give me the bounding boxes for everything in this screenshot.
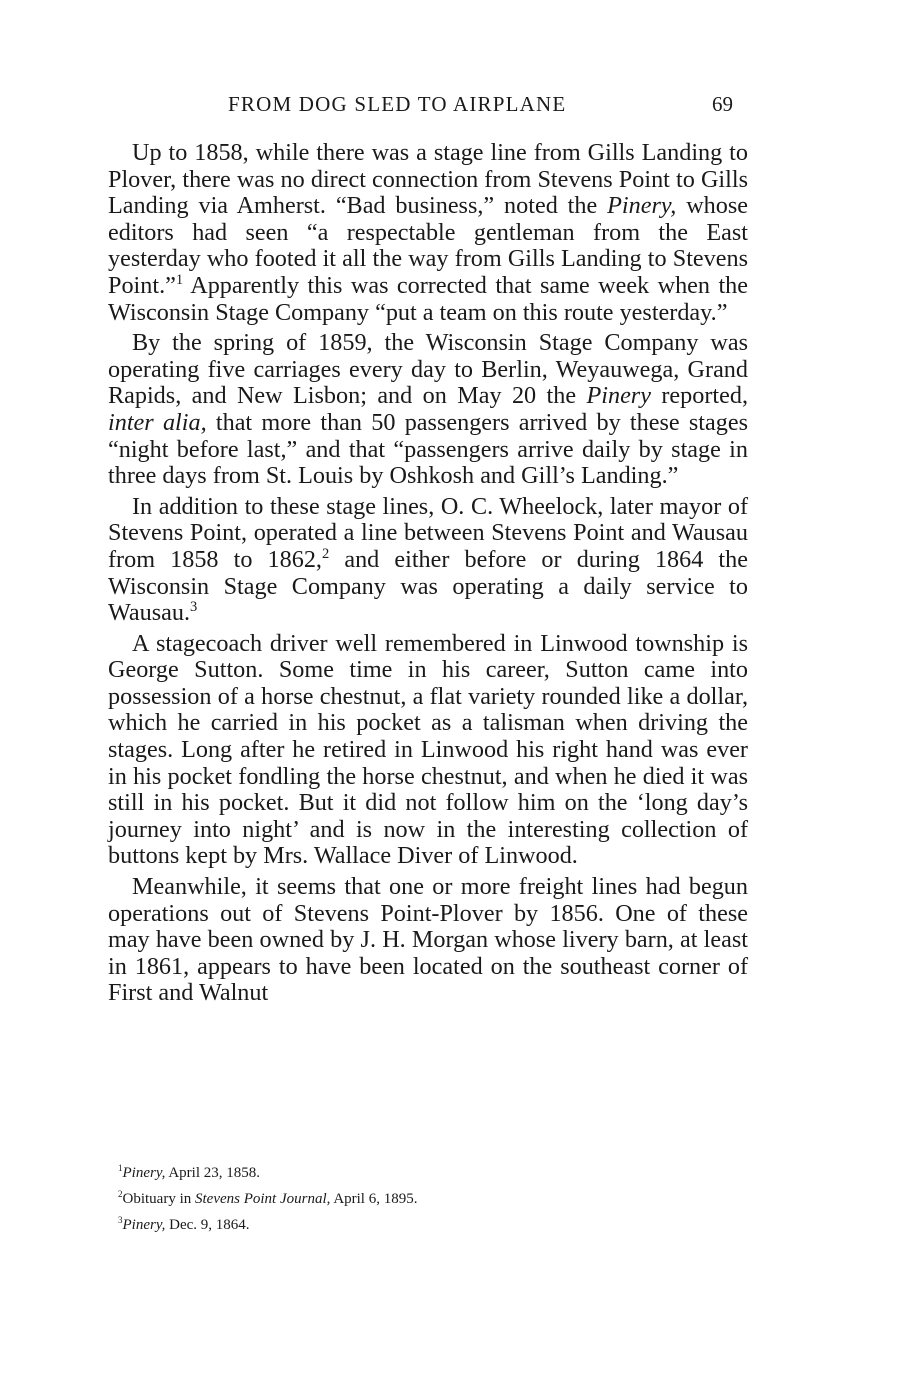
footnote-text: April 6, 1895. [330, 1191, 418, 1207]
footnote-text: April 23, 1858. [165, 1165, 260, 1181]
footnote-3 [118, 1212, 748, 1238]
footnote-source: Pinery, [122, 1165, 166, 1181]
footnote-2 [118, 1186, 748, 1212]
footnote-marker: 1 [118, 1163, 123, 1173]
footnote-prefix: Obituary in [122, 1191, 195, 1207]
inter-alia-phrase: inter alia, [108, 408, 207, 436]
paragraph-4: A stagecoach driver well remembered in Linwood township is George Sutton. Some time in his career, Sutton came into possession of a horse chestnut, a flat variety rounded like a dollar, which he carried in his pocket as a talisman when driving the stages. Long after he retired in Linwood his right hand was ever in his pocket fondling the horse chestnut, and when he died it was still in his pocket. But it did not follow him on the ‘long day’s journey into night’ and is now in the interesting collection of buttons kept by Mrs. Wallace Diver of Linwood. [108, 629, 748, 870]
paragraph-3-text-b: and either before or during 1864 the Wisconsin Stage Company was operating a daily service to Wausau. [108, 545, 748, 627]
paragraph-5: Meanwhile, it seems that one or more freight lines had begun operations out of Stevens Point-Plover by 1856. One of these may have been owned by J. H. Morgan whose livery barn, at least in 1861, appears to have been located on the southeast corner of First and Walnut [108, 873, 748, 1007]
paragraph-2-text-c: that more than 50 passengers arrived by these stages “night before last,” and that “passengers arrive daily by stage in three days from St. Louis by Oshkosh and Gill’s Landing.” [108, 408, 748, 490]
page-number: 69 [712, 92, 733, 116]
paragraph-2 [108, 330, 748, 490]
paragraph-1-text-c: Apparently this was corrected that same week when the Wisconsin Stage Company “put a team on this route yesterday.” [108, 271, 748, 326]
footnote-ref-2: 2 [321, 545, 330, 562]
pinery-title: Pinery, [607, 192, 677, 220]
footnote-1 [118, 1160, 748, 1186]
footnote-source: Pinery, [122, 1217, 166, 1233]
pinery-title: Pinery [586, 382, 651, 410]
body-text [108, 140, 748, 1011]
paragraph-1-text-a: Up to 1858, while there was a stage line from Gills Landing to Plover, there was no direct connection from Stevens Point to Gills Landing via Amherst. “Bad business,” noted the [108, 139, 748, 220]
footnote-ref-3: 3 [190, 599, 198, 616]
paragraph-2-text-a: By the spring of 1859, the Wisconsin Stage Company was operating five carriages every day to Berlin, Weyauwega, Grand Rapids, and New Lisbon; and on May 20 the [108, 329, 748, 410]
paragraph-2-text-b: reported, [650, 382, 748, 410]
running-head-title: FROM DOG SLED TO AIRPLANE [228, 92, 567, 116]
footnote-ref-1: 1 [175, 271, 184, 288]
footnote-marker: 2 [118, 1189, 123, 1199]
footnote-source: Stevens Point Journal, [195, 1191, 331, 1207]
paragraph-3 [108, 494, 748, 627]
paragraph-3-text-a: In addition to these stage lines, O. C. Wheelock, later mayor of Stevens Point, operated a line between Stevens Point and Wausau from 1858 to 1862, [108, 492, 748, 573]
footnote-text: Dec. 9, 1864. [165, 1217, 250, 1233]
footnotes [118, 1160, 748, 1238]
footnote-marker: 3 [118, 1215, 123, 1225]
paragraph-1 [108, 140, 748, 326]
paragraph-1-text-b: whose editors had seen “a respectable gentleman from the East yesterday who footed it all the way from Gills Landing to Stevens Point.” [108, 192, 749, 299]
